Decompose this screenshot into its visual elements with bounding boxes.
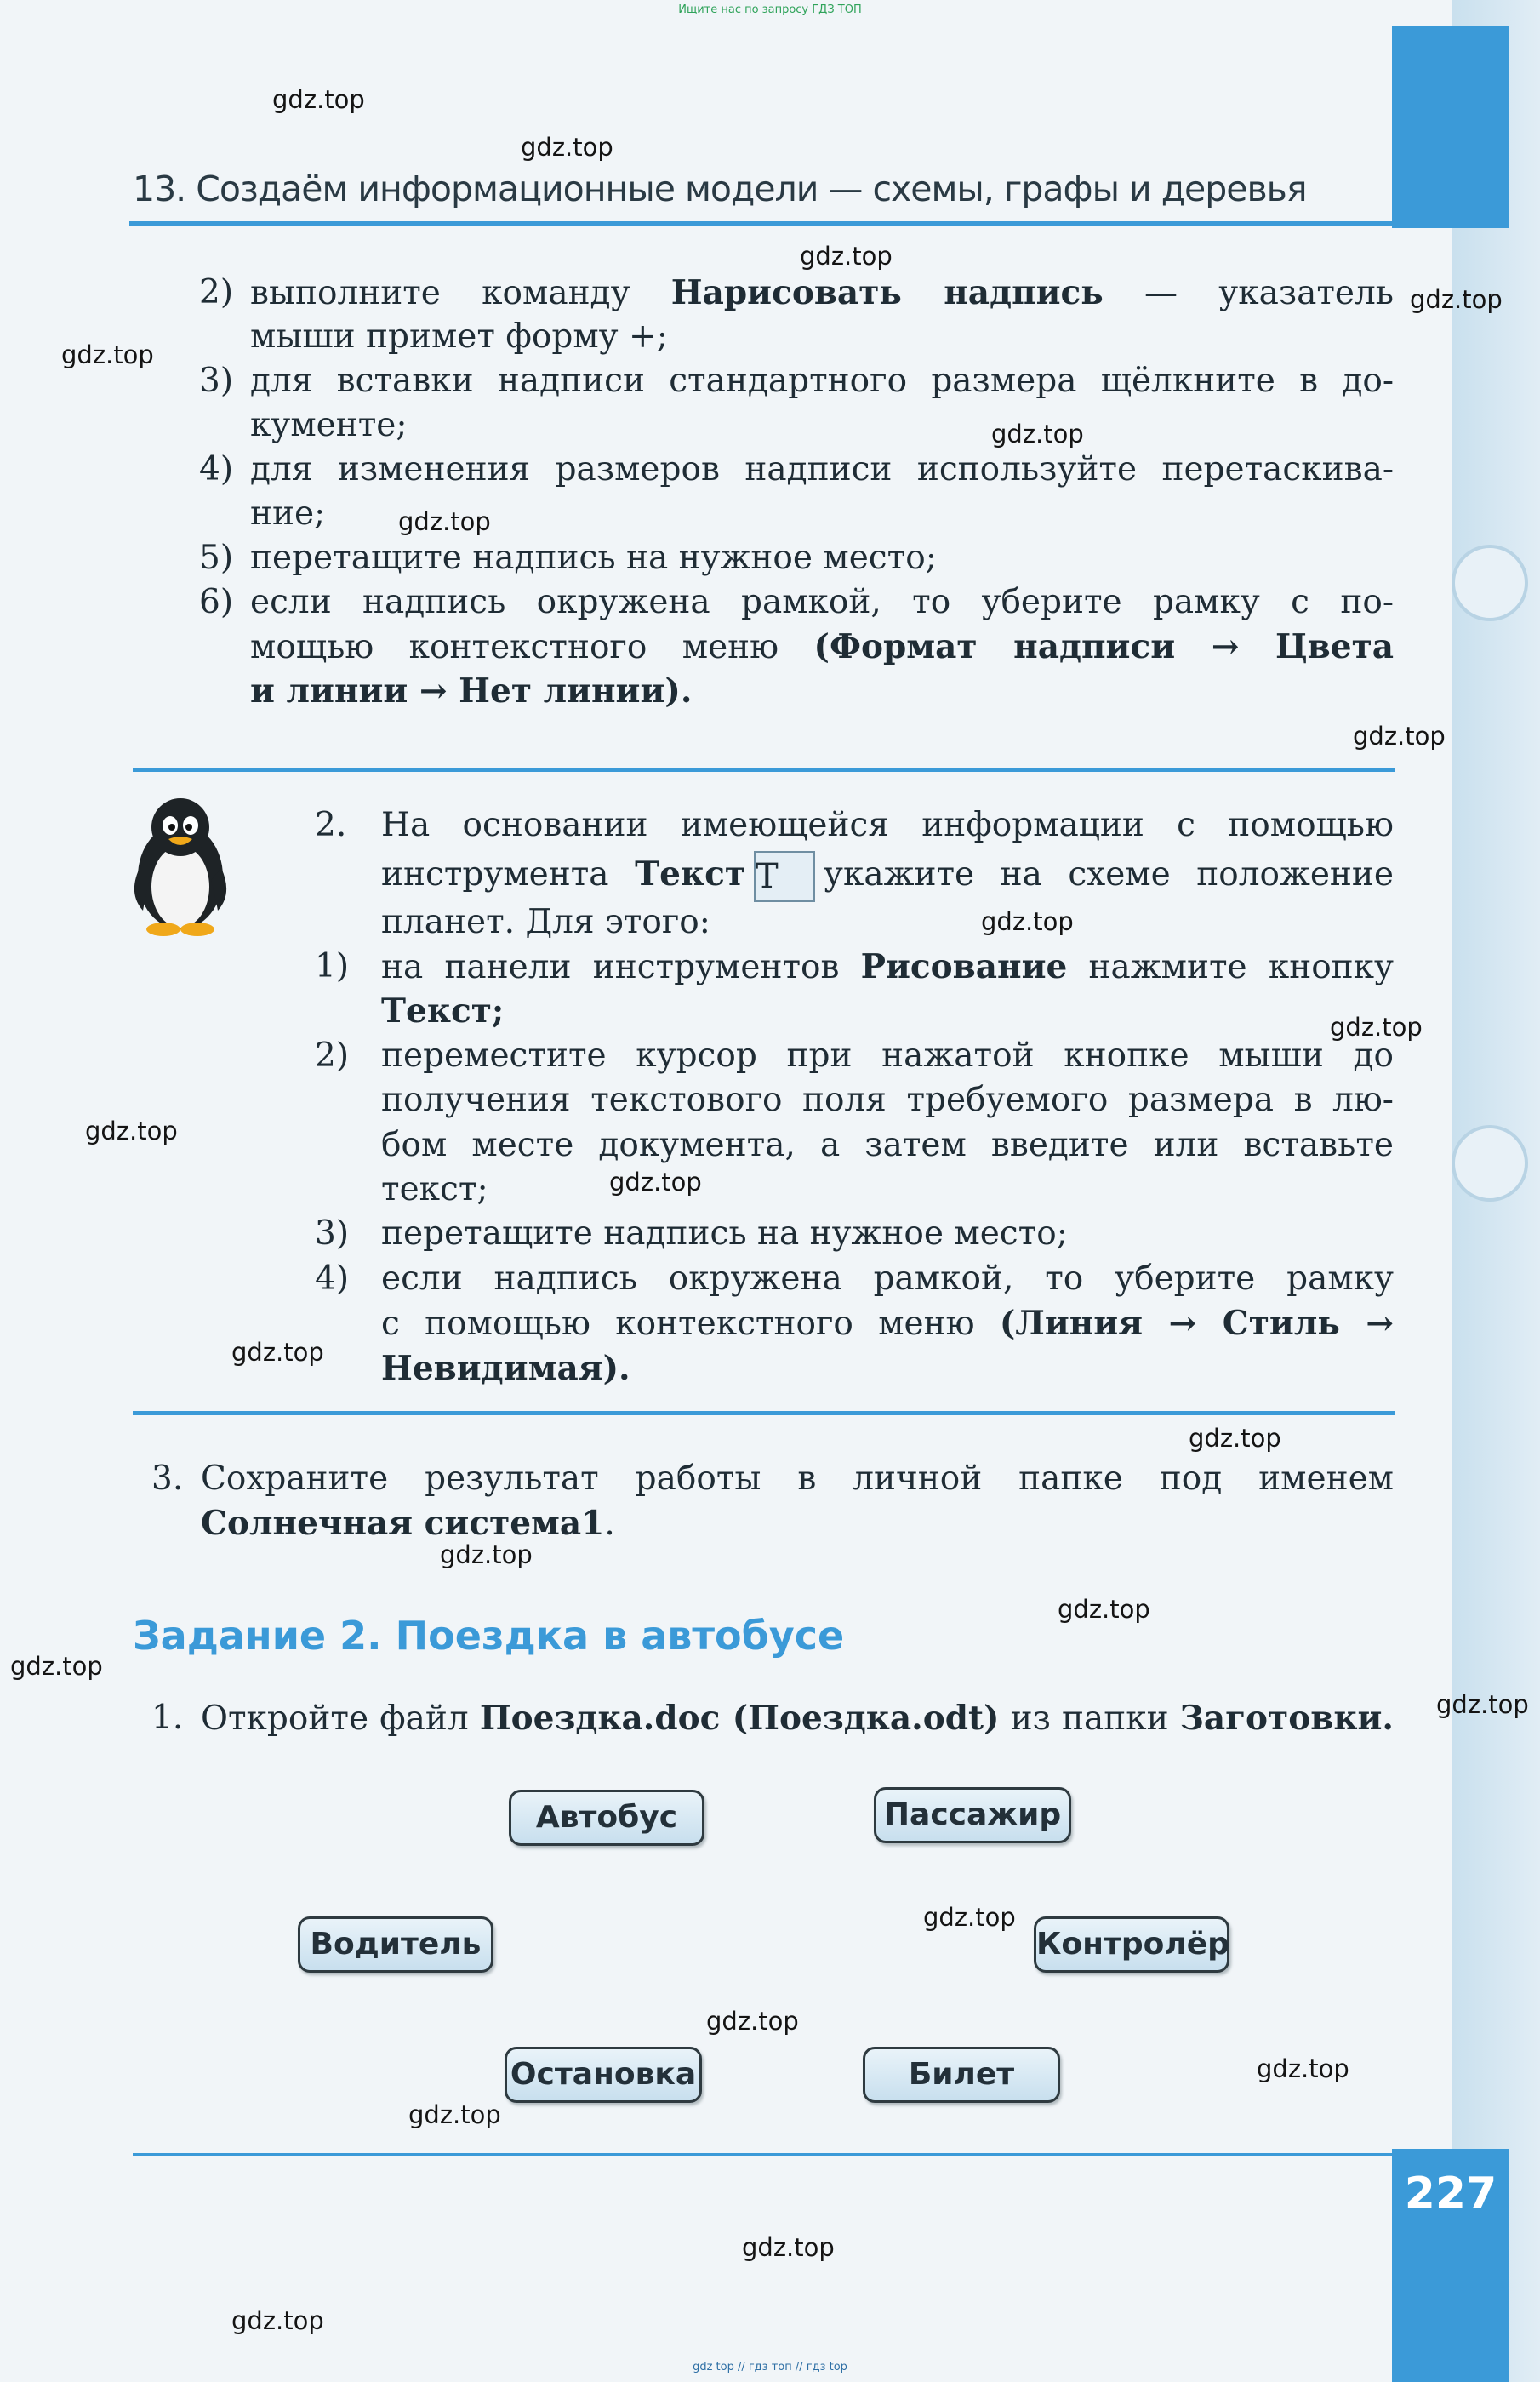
bold-text: Нарисовать надпись [670, 273, 1104, 312]
section-rule [133, 768, 1395, 772]
text-run: перетащите надпись на нужное место; [250, 539, 937, 577]
list-item-line [381, 1212, 1068, 1256]
watermark-text: gdz.top [231, 1338, 324, 1367]
watermark-text: gdz.top [981, 907, 1074, 936]
bold-text: и линии → Нет линии). [250, 671, 693, 711]
watermark-text: gdz.top [440, 1540, 533, 1569]
node-avtobus: Автобус [509, 1790, 704, 1846]
bold-text: Заготовки. [1179, 1699, 1394, 1738]
node-ostanovka: Остановка [505, 2047, 702, 2103]
watermark-text: gdz.top [1058, 1595, 1150, 1624]
circle-ornament [1452, 1125, 1528, 1202]
text-run: кументе; [250, 406, 408, 444]
watermark-text: gdz.top [991, 420, 1084, 448]
text-run: — указатель [1103, 274, 1395, 312]
watermark-text: gdz.top [85, 1117, 178, 1145]
text-run: нажмите кнопку [1067, 948, 1394, 986]
text-run: переместите курсор при нажатой кнопке мыши до [381, 1036, 1394, 1075]
task-heading: Задание 2. Поездка в автобусе [133, 1613, 845, 1659]
step2-line: На основании имеющейся информации с помощью [381, 806, 1394, 844]
list-item-number: 4) [199, 450, 234, 488]
top-note: Ищите нас по запросу ГДЗ ТОП [678, 3, 862, 16]
list-item-number: 4) [315, 1259, 350, 1298]
list-item-number: 3) [315, 1214, 350, 1254]
list-item-line [381, 1123, 1394, 1168]
text-run: если надпись окружена рамкой, то уберите рамку с по- [250, 583, 1394, 621]
list-item-number: 2) [315, 1036, 350, 1075]
step-number: 3. [151, 1459, 184, 1498]
watermark-text: gdz.top [800, 242, 893, 271]
step3-text: . [604, 1505, 615, 1543]
list-item-line [250, 492, 325, 536]
watermark-text: gdz.top [61, 340, 154, 369]
list-item-line [381, 989, 504, 1034]
watermark-text: gdz.top [706, 2007, 799, 2036]
watermark-text: gdz.top [408, 2100, 501, 2129]
text-run: мощью контекстного меню [250, 628, 814, 666]
list-item-number: 3) [199, 362, 234, 400]
bottom-note: gdz top // гдз топ // гдз top [693, 2361, 847, 2373]
watermark-text: gdz.top [609, 1168, 702, 1197]
text-run: получения текстового поля требуемого размера в лю- [381, 1081, 1394, 1120]
list-item-line [381, 1034, 1394, 1078]
text-run: если надпись окружена рамкой, то уберите рамку [381, 1259, 1394, 1298]
step3-line [201, 1501, 615, 1546]
text-run: для изменения размеров надписи используйте перетаскива- [250, 450, 1394, 488]
list-item-number: 6) [199, 583, 234, 621]
list-item-number: 2) [199, 273, 234, 311]
text-run: мыши примет форму +; [250, 317, 668, 356]
bold-text: Невидимая). [381, 1348, 630, 1388]
list-item-line [250, 625, 1394, 670]
watermark-text: gdz.top [1330, 1013, 1423, 1042]
watermark-text: gdz.top [1436, 1690, 1529, 1719]
node-passazhir: Пассажир [874, 1787, 1071, 1843]
step-number: 1. [151, 1699, 184, 1737]
page-number: 227 [1404, 2168, 1497, 2219]
text-run: текст; [381, 1170, 488, 1208]
page-header-title: 13. Создаём информационные модели — схемы, графы и деревья [133, 169, 1307, 209]
watermark-text: gdz.top [1189, 1424, 1281, 1453]
text-run: для вставки надписи стандартного размера щёлкните в до- [250, 362, 1394, 400]
list-item-line [381, 1301, 1394, 1346]
list-item-line [250, 448, 1394, 492]
step2-bold: Текст [635, 854, 745, 894]
list-item-number: 1) [315, 947, 350, 985]
section-rule [133, 1411, 1395, 1415]
circle-ornament [1452, 545, 1528, 621]
watermark-text: gdz.top [923, 1903, 1016, 1932]
header-rule [129, 221, 1392, 226]
step2-text: укажите на схеме положение [824, 855, 1394, 894]
step-number: 2. [315, 806, 347, 844]
watermark-text: gdz.top [398, 507, 491, 536]
watermark-text: gdz.top [272, 85, 365, 114]
step2-line: планет. Для этого: [381, 903, 710, 941]
bold-text: (Линия → Стиль → [999, 1304, 1394, 1344]
text-run: с помощью контекстного меню [381, 1305, 1000, 1344]
step2-text: инструмента [381, 855, 636, 894]
list-item-line [381, 1168, 488, 1212]
list-item-line [381, 1257, 1394, 1301]
node-voditel: Водитель [298, 1916, 493, 1973]
node-bilet: Билет [863, 2047, 1060, 2103]
watermark-text: gdz.top [521, 133, 613, 162]
node-kontroler: Контролёр [1034, 1916, 1229, 1973]
text-run: из папки [999, 1699, 1180, 1738]
list-item-line [250, 536, 937, 580]
list-item-line [250, 315, 668, 359]
watermark-text: gdz.top [1353, 722, 1446, 751]
watermark-text: gdz.top [231, 2306, 324, 2335]
list-item-line [381, 1346, 630, 1391]
text-run: ние; [250, 494, 326, 533]
list-item-line [381, 1078, 1394, 1122]
chapter-tab [1392, 26, 1509, 228]
text-run: Откройте файл [201, 1699, 480, 1738]
bold-text: Текст; [381, 991, 505, 1031]
text-run: перетащите надпись на нужное место; [381, 1214, 1068, 1254]
bold-text: Рисование [860, 947, 1068, 986]
list-item-number: 5) [199, 539, 234, 577]
watermark-text: gdz.top [1257, 2054, 1349, 2083]
watermark-text: gdz.top [742, 2233, 835, 2262]
text-run: бом месте документа, а затем введите или вставьте [381, 1125, 1394, 1164]
bottom-rule [133, 2153, 1395, 2156]
list-item-line [250, 271, 1394, 316]
text-tool-icon: T [754, 851, 815, 902]
text-run: выполните команду [250, 274, 671, 312]
step2-line [381, 851, 1394, 902]
list-item-line [250, 359, 1394, 403]
list-item-line [381, 945, 1394, 990]
list-item-line [250, 580, 1394, 625]
step3-bold: Солнечная система1 [201, 1504, 605, 1543]
bold-text: Поездка.doc (Поездка.odt) [479, 1699, 1000, 1738]
list-item-line [250, 403, 408, 448]
watermark-text: gdz.top [10, 1652, 103, 1681]
list-item-line [250, 669, 692, 714]
bold-text: (Формат надписи → Цвета [813, 627, 1394, 666]
text-run: на панели инструментов [381, 948, 861, 986]
step3-line: Сохраните результат работы в личной папке под именем [201, 1459, 1394, 1498]
penguin-icon [123, 791, 238, 936]
watermark-text: gdz.top [1410, 285, 1503, 314]
step1b-line [201, 1696, 1394, 1741]
